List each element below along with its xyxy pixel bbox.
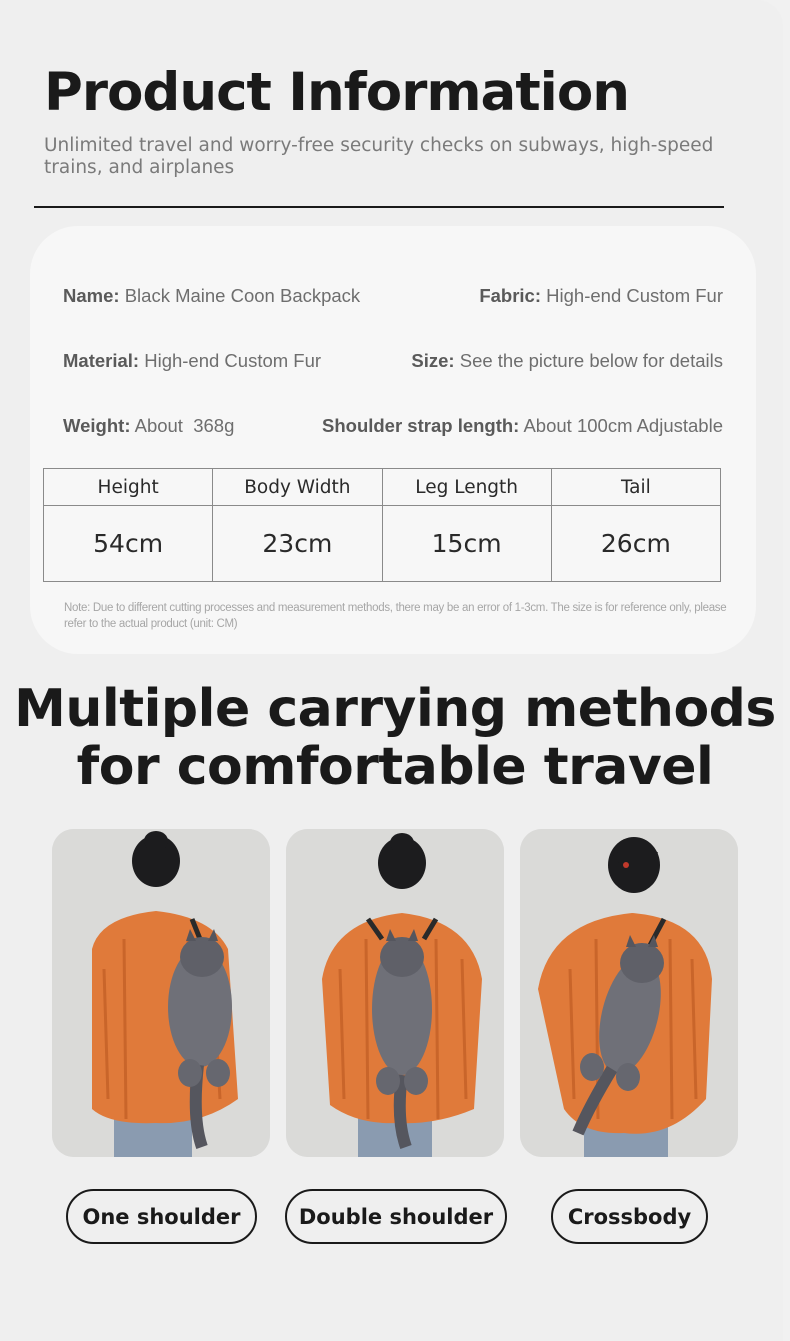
size-header-height: Height — [44, 469, 213, 506]
size-table — [43, 468, 721, 582]
heading-line-1: Multiple carrying methods — [14, 679, 776, 739]
spec-size — [411, 350, 723, 372]
spec-fabric — [479, 285, 723, 307]
spec-name-label: Name: — [63, 285, 120, 306]
double-shoulder-photo — [286, 829, 504, 1157]
one-shoulder-photo — [52, 829, 270, 1157]
heading-line-2: for comfortable travel — [76, 737, 714, 797]
size-header-body-width: Body Width — [213, 469, 382, 506]
size-table-header-row — [44, 469, 721, 506]
one-shoulder-option[interactable]: One shoulder — [66, 1189, 257, 1244]
spec-size-value: See the picture below for details — [454, 350, 723, 371]
spec-row-1 — [63, 285, 723, 309]
crossbody-illustration — [520, 829, 738, 1157]
spec-weight — [63, 415, 234, 437]
spec-name-value: Black Maine Coon Backpack — [119, 285, 361, 306]
size-value-height: 54cm — [44, 506, 213, 582]
measurement-note: Note: Due to different cutting processes and measurement methods, there may be an error of 1-3cm. The size is for reference only, please refer to the actual product (unit: CM) — [64, 602, 727, 630]
title-divider — [34, 206, 724, 208]
spec-weight-label: Weight: — [63, 415, 131, 436]
spec-strap-label: Shoulder strap length: — [322, 415, 520, 436]
spec-fabric-value: High-end Custom Fur — [541, 285, 723, 306]
spec-weight-value: About 368g — [130, 415, 235, 436]
spec-material-label: Material: — [63, 350, 140, 371]
spec-row-2 — [63, 350, 723, 374]
spec-name — [63, 285, 360, 307]
spec-strap-value: About 100cm Adjustable — [519, 415, 723, 436]
size-value-body-width: 23cm — [213, 506, 382, 582]
page-title: Product Information — [44, 62, 629, 123]
size-table-value-row — [44, 506, 721, 582]
size-value-leg-length: 15cm — [382, 506, 551, 582]
size-header-tail: Tail — [551, 469, 720, 506]
spec-size-label: Size: — [411, 350, 455, 371]
double-shoulder-illustration — [286, 829, 504, 1157]
size-value-tail: 26cm — [551, 506, 720, 582]
spec-strap — [322, 415, 723, 437]
page-subtitle: Unlimited travel and worry-free security checks on subways, high-speed trains, and airplanes — [44, 135, 714, 178]
spec-material-value: High-end Custom Fur — [139, 350, 322, 371]
one-shoulder-illustration — [52, 829, 270, 1157]
spec-material — [63, 350, 321, 372]
size-header-leg-length: Leg Length — [382, 469, 551, 506]
spec-fabric-label: Fabric: — [479, 285, 542, 306]
spec-row-3 — [63, 415, 723, 439]
crossbody-option[interactable]: Crossbody — [551, 1189, 708, 1244]
double-shoulder-option[interactable]: Double shoulder — [285, 1189, 507, 1244]
crossbody-photo — [520, 829, 738, 1157]
carrying-methods-heading — [0, 680, 790, 796]
